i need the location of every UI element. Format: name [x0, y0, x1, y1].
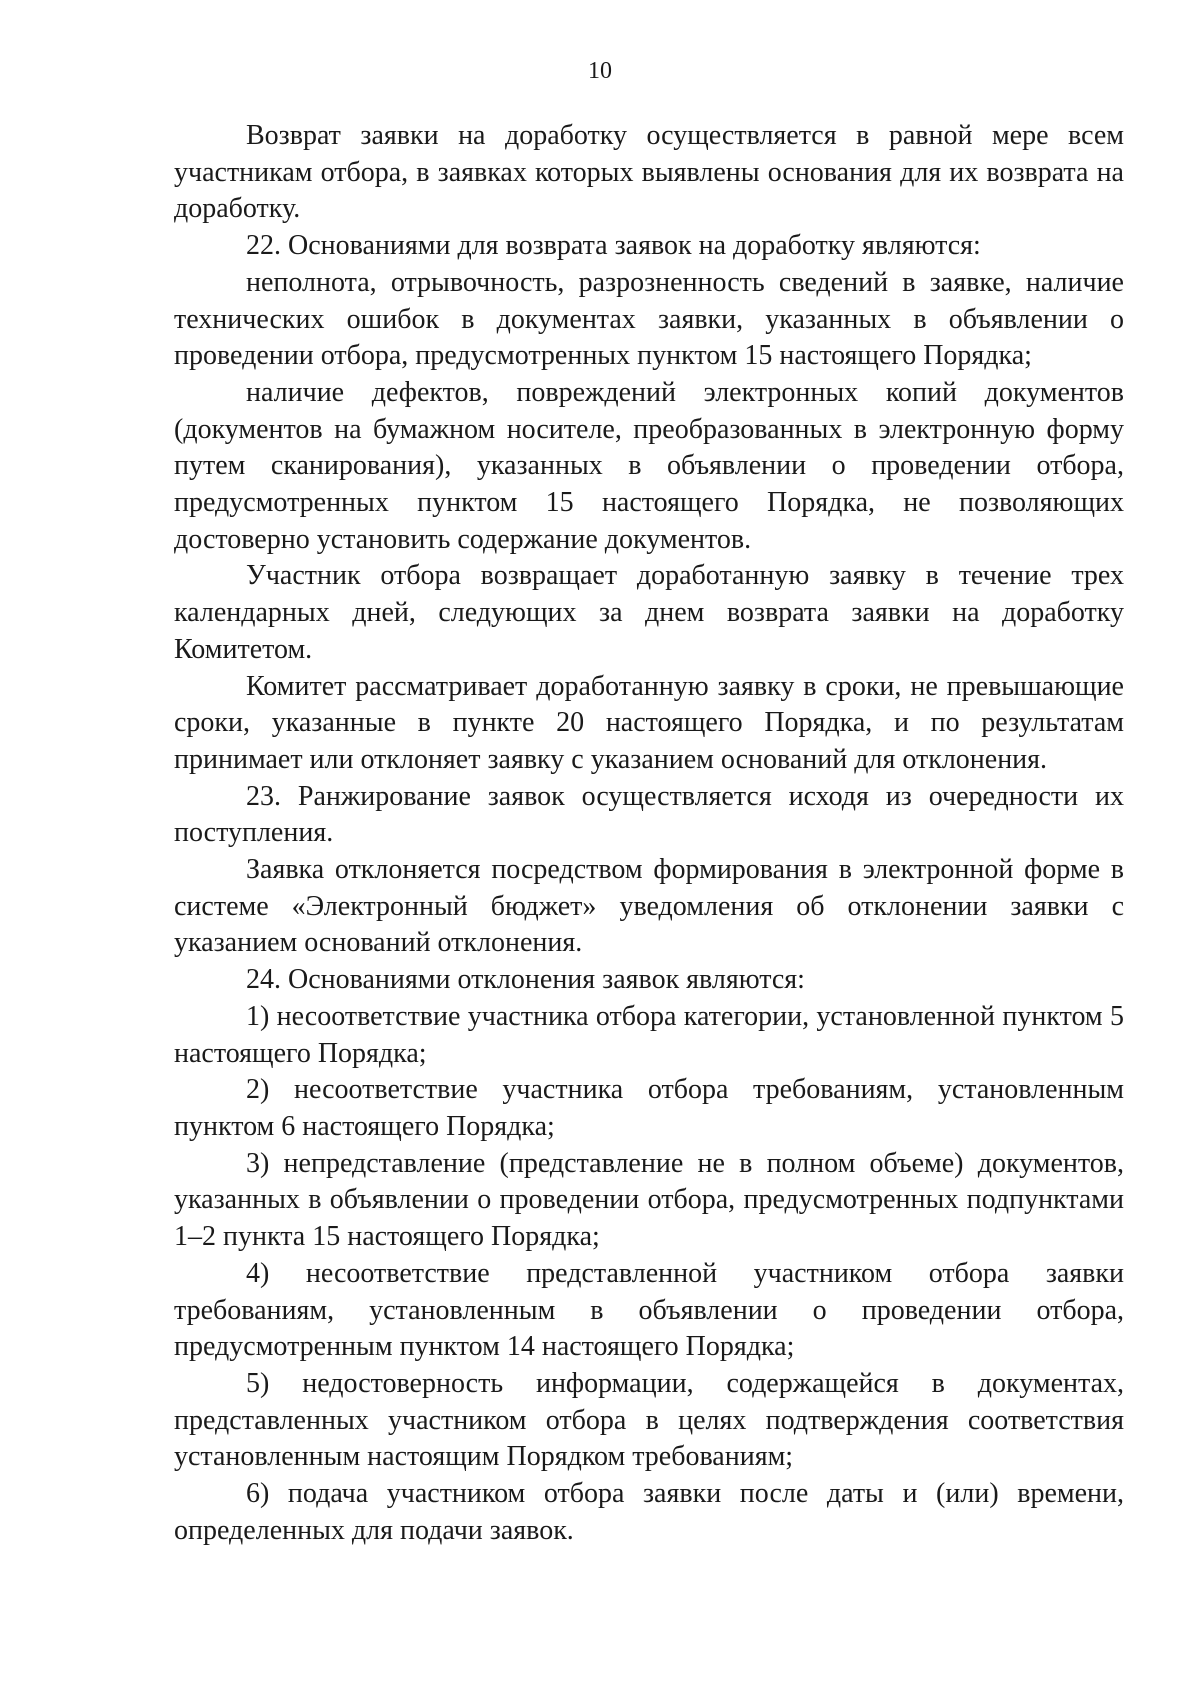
list-item-5: 5) недостоверность информации, содержащейся в документах, представленных участником отбора в целях подтверждения соответствия установленным настоящим Порядком требованиям;	[174, 1367, 1124, 1473]
list-item-3: 3) непредставление (представление не в полном объеме) документов, указанных в объявлении о проведении отбора, предусмотренных подпунктами 1–2 пункта 15 настоящего Порядка;	[174, 1147, 1124, 1253]
paragraph-resubmission: Участник отбора возвращает доработанную заявку в течение трех календарных дней, следующих за днем возврата заявки на доработку Комитетом.	[174, 560, 1124, 665]
page-number: 10	[588, 58, 612, 84]
list-item-4: 4) несоответствие представленной участником отбора заявки требованиям, установленным в объявлении о проведении отбора, предусмотренным пунктом 14 настоящего Порядка;	[174, 1257, 1124, 1363]
paragraph-24-heading: 24. Основаниями отклонения заявок являются:	[246, 964, 805, 996]
document-body	[174, 118, 1124, 1549]
list-item-6: 6) подача участником отбора заявки после даты и (или) времени, определенных для подачи заявок.	[174, 1478, 1124, 1546]
paragraph-return-equal: Возврат заявки на доработку осуществляется в равной мере всем участникам отбора, в заявках которых выявлены основания для их возврата на доработку.	[174, 120, 1124, 225]
paragraph-22-defects: наличие дефектов, повреждений электронных копий документов (документов на бумажном носителе, преобразованных в электронную форму путем сканирования), указанных в объявлении о проведении отбора, предусмотренных пунктом 15 настоящего Порядка, не позволяющих достоверно установить содержание документов.	[174, 376, 1124, 555]
paragraph-committee-review: Комитет рассматривает доработанную заявку в сроки, не превышающие сроки, указанные в пункте 20 настоящего Порядка, и по результатам принимает или отклоняет заявку с указанием оснований для отклонения.	[174, 670, 1124, 775]
list-item-2: 2) несоответствие участника отбора требованиям, установленным пунктом 6 настоящего Порядка;	[174, 1074, 1124, 1142]
paragraph-22-incompleteness: неполнота, отрывочность, разрозненность сведений в заявке, наличие технических ошибок в документах заявки, указанных в объявлении о проведении отбора, предусмотренных пунктом 15 настоящего Порядка;	[174, 266, 1124, 372]
list-item-1: 1) несоответствие участника отбора категории, установленной пунктом 5 настоящего Порядка;	[174, 1000, 1124, 1069]
paragraph-rejection-notice: Заявка отклоняется посредством формирования в электронной форме в системе «Электронный бюджет» уведомления об отклонении заявки с указанием оснований отклонения.	[174, 854, 1124, 959]
paragraph-23-ranking: 23. Ранжирование заявок осуществляется исходя из очередности их поступления.	[174, 780, 1124, 849]
paragraph-22-heading: 22. Основаниями для возврата заявок на доработку являются:	[246, 230, 981, 262]
